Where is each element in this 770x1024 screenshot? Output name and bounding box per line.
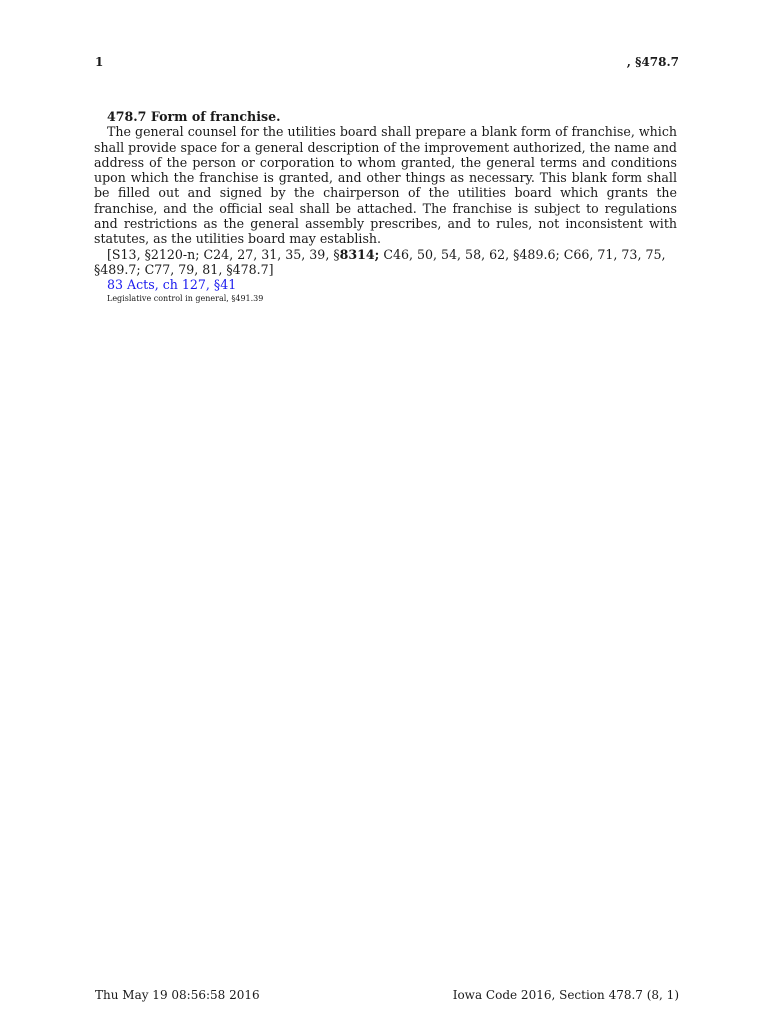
- section-heading: 478.7 Form of franchise.: [107, 109, 281, 124]
- footer-citation: Iowa Code 2016, Section 478.7 (8, 1): [452, 988, 679, 1002]
- running-head: , §478.7: [626, 55, 679, 69]
- page-number: 1: [95, 55, 104, 69]
- acts-link[interactable]: 83 Acts, ch 127, §41: [107, 277, 237, 293]
- history-text-bold: 8314;: [339, 246, 380, 262]
- cross-reference: Legislative control in general, §491.39: [107, 293, 264, 303]
- history-note: [94, 247, 677, 278]
- history-text-end: C46, 50, 54, 58, 62, §489.6; C66, 71, 73, 75, §489.7; C77, 79, 81, §478.7]: [94, 246, 666, 277]
- section-content: [94, 109, 677, 304]
- history-text-start: [S13, §2120-n; C24, 27, 31, 35, 39, §: [107, 246, 340, 262]
- footer-timestamp: Thu May 19 08:56:58 2016: [95, 988, 260, 1002]
- section-body: The general counsel for the utilities board shall prepare a blank form of franchise, which shall provide space for a general description of the improvement authorized, the name and address of the person or corporation to whom granted, the general terms and conditions upon which the franchise is granted, and other things as necessary. This blank form shall be filled out and signed by the chairperson of the utilities board which grants the franchise, and the official seal shall be attached. The franchise is subject to regulations and restrictions as the general assembly prescribes, and to rules, not inconsistent with statutes, as the utilities board may establish.: [94, 124, 677, 247]
